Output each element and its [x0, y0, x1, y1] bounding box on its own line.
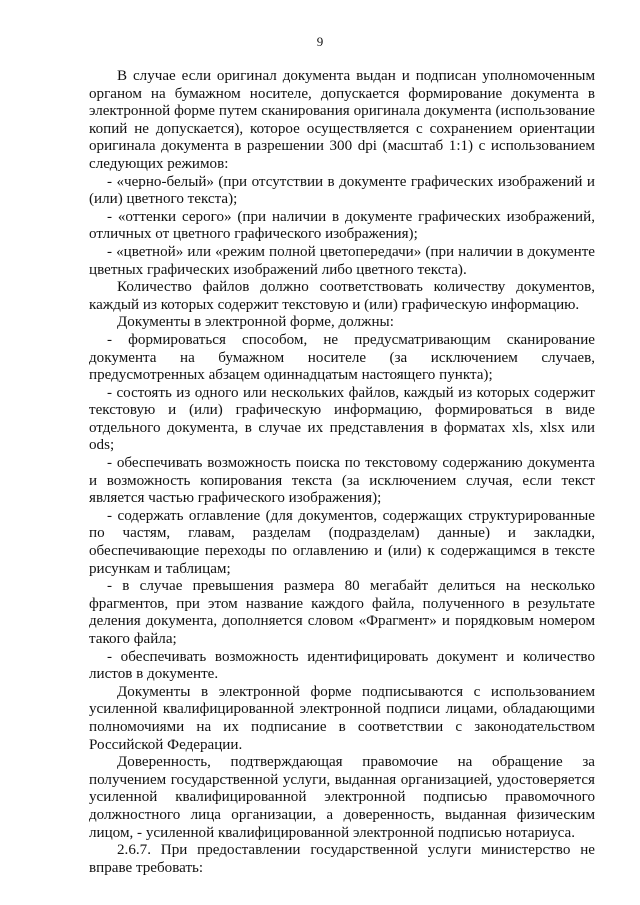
paragraph-scan-original: В случае если оригинал документа выдан и подписан уполномоченным органом на бумажном носителе, допускается формирование документа в электронной форме путем сканирования оригинала документа (использование копий не допускается), которое осуществляется с сохранением ориентации оригинала документа в разрешении 300 dpi (масштаб 1:1) с использованием следующих режимов: [89, 68, 595, 172]
list-item-fragments: - в случае превышения размера 80 мегабайт делиться на несколько фрагментов, при этом название каждого файла, полученного в результате деления документа, дополняется словом «Фрагмент» и порядковым номером такого файла; [89, 578, 595, 647]
paragraph-power-of-attorney: Доверенность, подтверждающая правомочие на обращение за получением государственной услуги, выданная организацией, удостоверяется усиленной квалифицированной электронной подписью правомочного должностного лица организации, а доверенность, выданная физическим лицом, - усиленной квалифицированной электронной подписью нотариуса. [89, 754, 595, 841]
paragraph-signature: Документы в электронной форме подписываются с использованием усиленной квалифицированной электронной подписи лицами, обладающими полномочиями на их подписание в соответствии с законодательством Российской Федерации. [89, 683, 595, 753]
list-item-black-white: - «черно-белый» (при отсутствии в документе графических изображений и (или) цветного текста); [89, 173, 595, 208]
list-item-identify-document: - обеспечивать возможность идентифицировать документ и количество листов в документе. [89, 648, 595, 683]
paragraph-file-count: Количество файлов должно соответствовать количеству документов, каждый из которых содержит текстовую и (или) графическую информацию. [89, 279, 595, 313]
list-item-table-of-contents: - содержать оглавление (для документов, содержащих структурированные по частям, главам, разделам (подразделам) данные) и закладки, обеспечивающие переходы по оглавлению и (или) к содержащимся в тексте рисункам и таблицам; [89, 507, 595, 577]
paragraph-section-2-6-7: 2.6.7. При предоставлении государственной услуги министерство не вправе требовать: [89, 842, 595, 876]
document-body [89, 68, 595, 877]
list-item-text-search: - обеспечивать возможность поиска по текстовому содержанию документа и возможность копирования текста (за исключением случая, если текст является частью графического изображения); [89, 455, 595, 507]
list-item-color: - «цветной» или «режим полной цветопередачи» (при наличии в документе цветных графических изображений либо цветного текста). [89, 243, 595, 278]
list-item-file-composition: - состоять из одного или нескольких файлов, каждый из которых содержит текстовую и (или) графическую информацию, формироваться в виде отдельного документа, в случае их представления в форматах xls, xlsx или ods; [89, 384, 595, 454]
page-number: 9 [316, 34, 324, 49]
list-item-no-scanning: - формироваться способом, не предусматривающим сканирование документа на бумажном носителе (за исключением случаев, предусмотренных абзацем одиннадцатым настоящего пункта); [89, 331, 595, 384]
paragraph-electronic-requirements: Документы в электронной форме, должны: [117, 314, 394, 331]
list-item-grayscale: - «оттенки серого» (при наличии в документе графических изображений, отличных от цветного графического изображения); [89, 208, 595, 243]
